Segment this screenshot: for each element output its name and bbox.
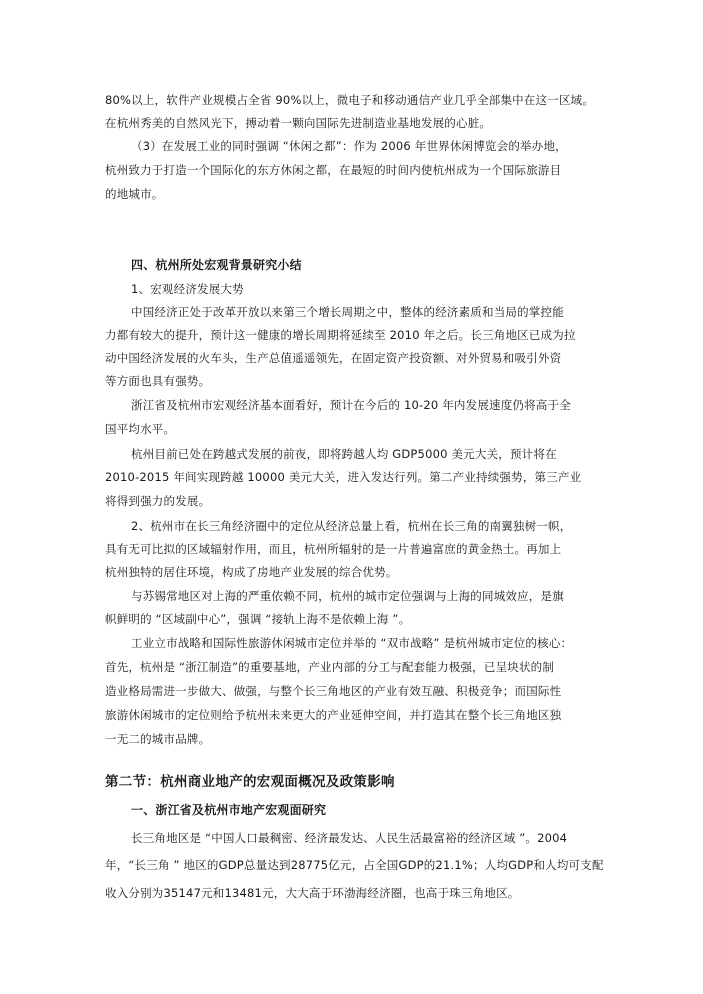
text-line: 一无二的城市品牌。 [105,732,211,746]
text-line: 年，“长三角 ” 地区的GDP总量达到28775亿元，占全国GDP的21.1%；人均GDP和人均可支配 [105,858,604,872]
text-line: 国平均水平。 [105,422,176,436]
text-line: 旅游休闲城市的定位则给予杭州未来更大的产业延伸空间，并打造其在整个长三角地区独 [105,708,562,722]
text-line: 与苏锡常地区对上海的严重依赖不同，杭州的城市定位强调与上海的同城效应，是旗 [131,589,564,603]
text-line: 将得到强力的发展。 [105,494,211,508]
text-line: 力都有较大的提升，预计这一健康的增长周期将延续至 2010 年之后。长三角地区已成为拉 [105,328,576,342]
text-line: 长三角地区是 “中国人口最稠密、经济最发达、人民生活最富裕的经济区域 ”。2004 [131,831,568,845]
text-line: 杭州独特的居住环境，构成了房地产业发展的综合优势。 [105,565,398,579]
text-line: （3）在发展工业的同时强调 “休闲之都”：作为 2006 年世界休闲博览会的举办地， [131,139,567,153]
subsection-heading: 一、浙江省及杭州市地产宏观面研究 [131,803,327,817]
text-line: 收入分别为35147元和13481元，大大高于环渤海经济圈，也高于珠三角地区。 [105,886,520,900]
text-line: 80%以上，软件产业规模占全省 90%以上，微电子和移动通信产业几乎全部集中在这一区域。 [105,93,595,107]
text-line: 2010-2015 年间实现跨越 10000 美元大关，进入发达行列。第二产业持续强势，第三产业 [105,470,582,484]
section-heading: 四、杭州所处宏观背景研究小结 [131,258,302,272]
text-line: 帜鲜明的 “区域副中心”，强调 “接轨上海不是依赖上海 ”。 [105,612,411,626]
text-line: 中国经济正处于改革开放以来第三个增长周期之中，整体的经济素质和当局的掌控能 [131,305,564,319]
text-line: 的地城市。 [105,187,164,201]
text-line: 2、杭州市在长三角经济圈中的定位从经济总量上看，杭州在长三角的南翼独树一帜， [131,519,572,533]
text-line: 动中国经济发展的火车头，生产总值遥遥领先，在固定资产投资额、对外贸易和吸引外资 [105,351,562,365]
text-line: 首先，杭州是 “浙江制造”的重要基地，产业内部的分工与配套能力极强，已呈块状的制 [105,660,555,674]
text-line: 等方面也具有强势。 [105,374,211,388]
text-line: 杭州目前已处在跨越式发展的前夜，即将跨越人均 GDP5000 美元大关，预计将在 [131,447,557,461]
text-line: 浙江省及杭州市宏观经济基本面看好，预计在今后的 10-20 年内发展速度仍将高于全 [131,398,571,412]
text-line: 具有无可比拟的区域辐射作用，而且，杭州所辐射的是一片普遍富庶的黄金热土。再加上 [105,542,562,556]
subsection-heading: 1、宏观经济发展大势 [131,282,244,296]
chapter-heading: 第二节：杭州商业地产的宏观面概况及政策影响 [105,774,395,790]
text-line: 在杭州秀美的自然风光下，搏动着一颗向国际先进制造业基地发展的心脏。 [105,116,492,130]
text-line: 造业格局需进一步做大、做强，与整个长三角地区的产业有效互融、积极竞争；而国际性 [105,684,562,698]
text-line: 工业立市战略和国际性旅游休闲城市定位并举的 “双市战略” 是杭州城市定位的核心： [131,636,573,650]
text-line: 杭州致力于打造一个国际化的东方休闲之都，在最短的时间内使杭州成为一个国际旅游目 [105,163,562,177]
